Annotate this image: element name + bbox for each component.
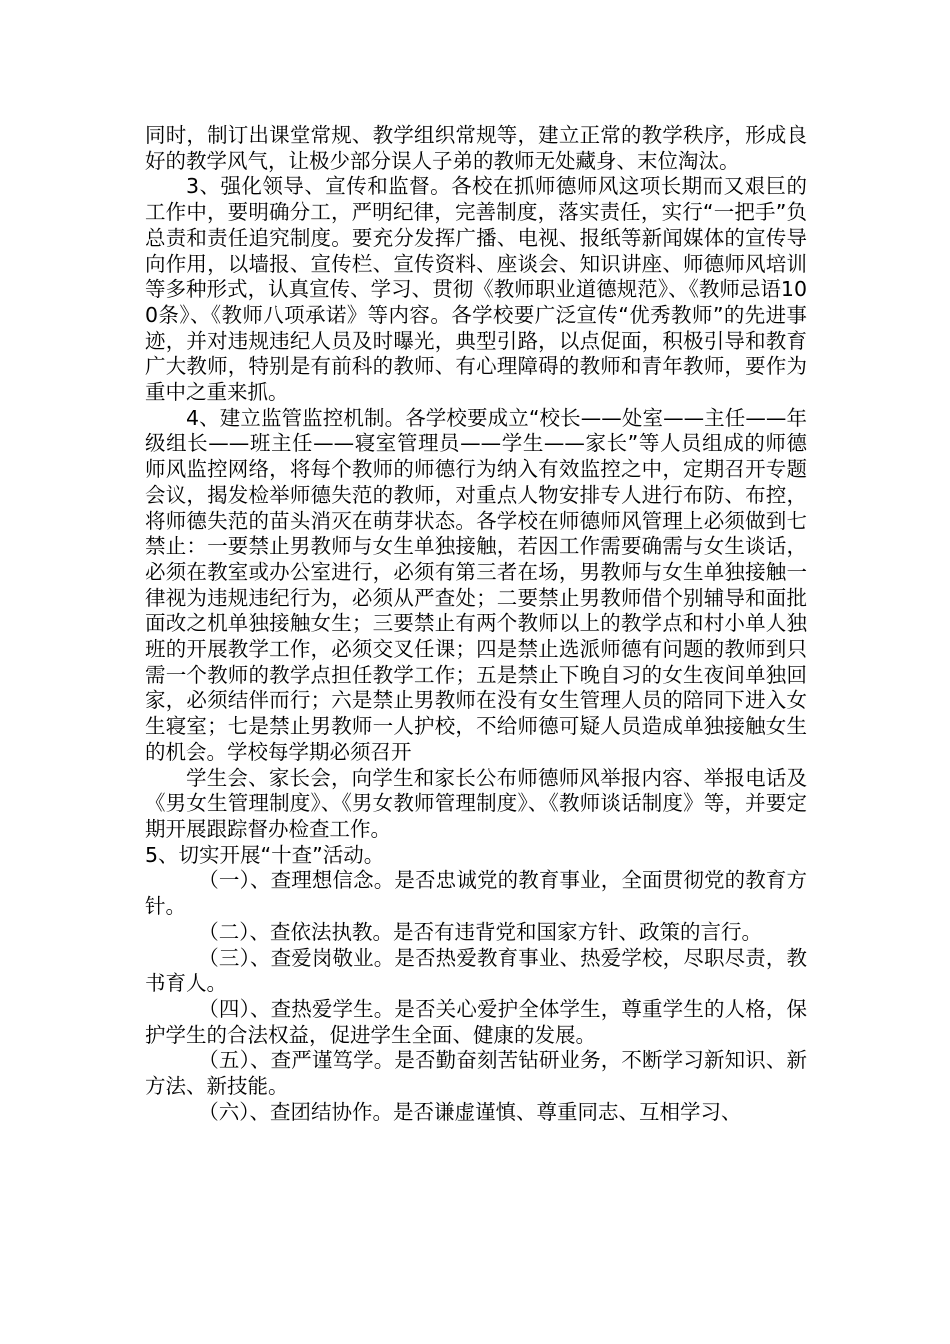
list-item: （五）、查严谨笃学。是否勤奋刻苦钻研业务，不断学习新知识、新方法、新技能。 [145, 1048, 807, 1099]
list-item: （三）、查爱岗敬业。是否热爱教育事业、热爱学校，尽职尽责，教书育人。 [145, 945, 807, 996]
paragraph: 4、建立监管监控机制。各学校要成立“校长——处室——主任——年级组长——班主任——寝室管理员——学生——家长”等人员组成的师德师风监控网络，将每个教师的师德行为纳入有效监控之中，定期召开专题会议，揭发检举师德失范的教师，对重点人物安排专人进行布防、布控，将师德失范的苗头消灭在萌芽状态。各学校在师德师风管理上必须做到七禁止：一要禁止男教师与女生单独接触，若因工作需要确需与女生谈话，必须在教室或办公室进行，必须有第三者在场，男教师与女生单独接触一律视为违规违纪行为，必须从严查处；二要禁止男教师借个别辅导和面批面改之机单独接触女生；三要禁止有两个教师以上的教学点和村小单人独班的开展教学工作，必须交叉任课；四是禁止选派师德有问题的教师到只需一个教师的教学点担任教学工作；五是禁止下晚自习的女生夜间单独回家，必须结伴而行；六是禁止男教师在没有女生管理人员的陪同下进入女生寝室；七是禁止男教师一人护校，不给师德可疑人员造成单独接触女生的机会。学校每学期必须召开 [145, 405, 807, 764]
paragraph: 学生会、家长会，向学生和家长公布师德师风举报内容、举报电话及《男女生管理制度》、《男女教师管理制度》、《教师谈话制度》等，并要定期开展跟踪督办检查工作。 [145, 765, 807, 841]
list-item: （四）、查热爱学生。是否关心爱护全体学生，尊重学生的人格，保护学生的合法权益，促进学生全面、健康的发展。 [145, 996, 807, 1047]
list-item: （二）、查依法执教。是否有违背党和国家方针、政策的言行。 [198, 919, 763, 944]
document-body [145, 123, 807, 1125]
paragraph: 3、强化领导、宣传和监督。各校在抓师德师风这项长期而又艰巨的工作中，要明确分工，严明纪律，完善制度，落实责任，实行“一把手”负总责和责任追究制度。要充分发挥广播、电视、报纸等新闻媒体的宣传导向作用，以墙报、宣传栏、宣传资料、座谈会、知识讲座、师德师风培训等多种形式，认真宣传、学习、贯彻《教师职业道德规范》、《教师忌语100条》、《教师八项承诺》等内容。各学校要广泛宣传“优秀教师”的先进事迹，并对违规违纪人员及时曝光，典型引路，以点促面，积极引导和教育广大教师，特别是有前科的教师、有心理障碍的教师和青年教师，要作为重中之重来抓。 [145, 174, 807, 405]
list-item: （六）、查团结协作。是否谦虚谨慎、尊重同志、互相学习、 [198, 1099, 742, 1124]
section-heading: 5、切实开展“十查”活动。 [145, 842, 385, 867]
list-item: （一）、查理想信念。是否忠诚党的教育事业，全面贯彻党的教育方针。 [145, 868, 807, 919]
paragraph: 同时，制订出课堂常规、教学组织常规等，建立正常的教学秩序，形成良好的教学风气，让极少部分误人子弟的教师无处藏身、末位淘汰。 [145, 123, 807, 173]
